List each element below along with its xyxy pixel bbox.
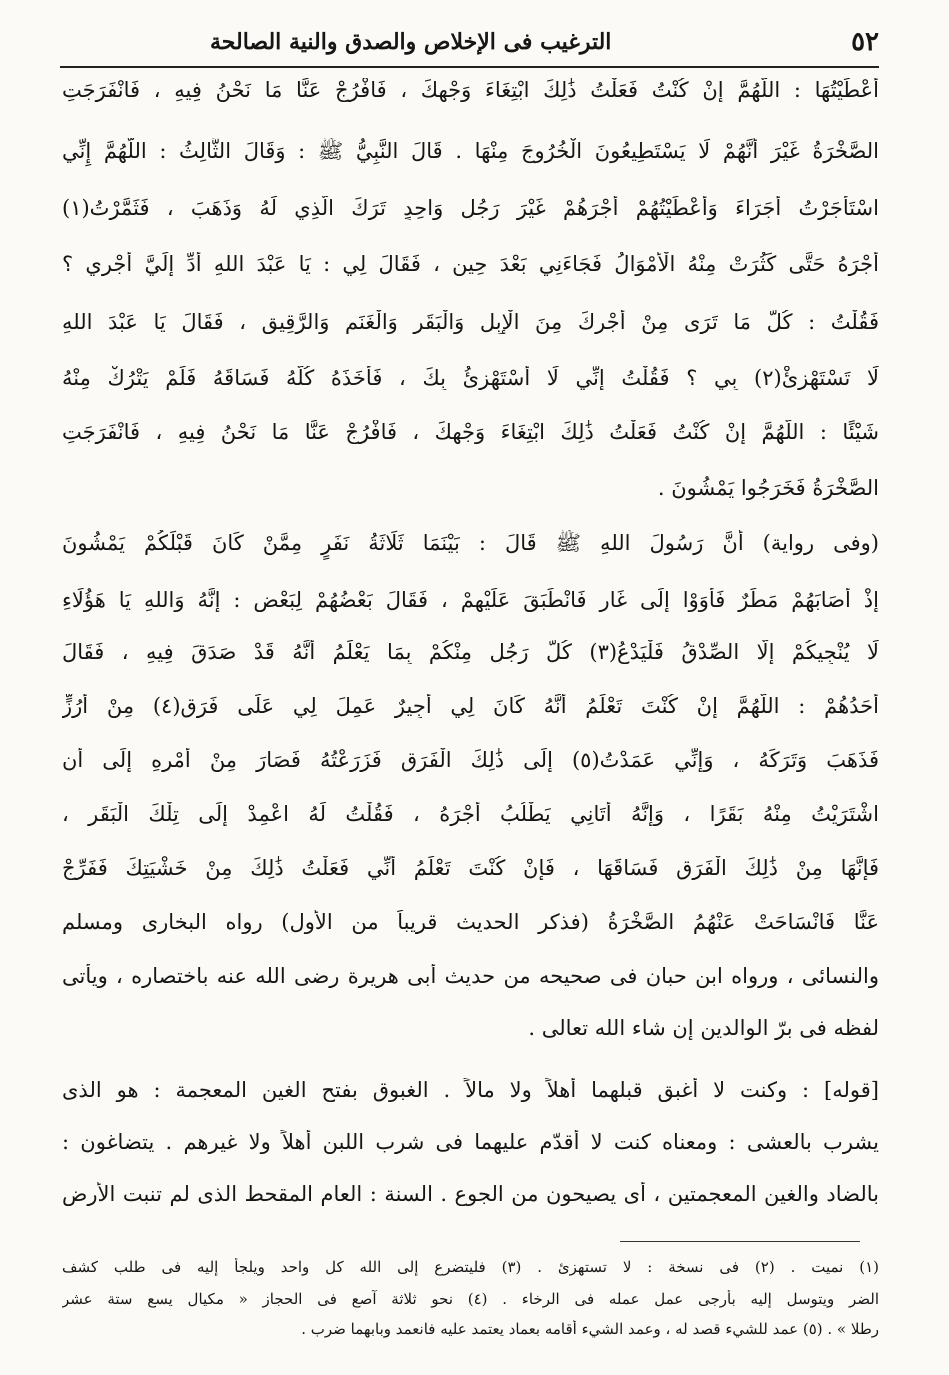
text-line: فَذَهَبَ وَتَرَكَهُ ، وَإِنِّي عَمَدْتُ(٥) إِلَى ذَٰلِكَ الْفَرَقِ فَزَرَعْتُهُ فَصَارَ مِنْ أَمْرِهِ إِلَى أَنِ <box>62 748 879 772</box>
text-line: الصَّخْرَةُ غَيْرَ أَنَّهُمْ لَا يَسْتَطِيعُونَ الْخُرُوجَ مِنْهَا . قَالَ النَّبِيُّ ﷺ : وَقَالَ الثَّالِثُ : اللَّهُمَّ إِنِّي <box>62 139 879 163</box>
text-line: إِذْ أَصَابَهُمْ مَطَرٌ فَأَوَوْا إِلَى غَارٍ فَانْطَبَقَ عَلَيْهِمْ ، فَقَالَ بَعْضُهُمْ لِبَعْضٍ : إِنَّهُ وَاللهِ يَا هَؤُلَاءِ <box>62 588 879 612</box>
header-divider <box>60 66 879 68</box>
running-title: الترغيب فى الإخلاص والصدق والنية الصالحة <box>210 29 612 55</box>
text-line: الصَّخْرَةُ فَخَرَجُوا يَمْشُونَ . <box>657 476 879 500</box>
footnote-line: الضر ويتوسل إليه بأرجى عمل عمله فى الرخاء . (٤) نحو ثلاثة آصع فى الحجاز « مكيال يسع ستة عشر <box>62 1290 879 1308</box>
text-line: لَا يُنْجِيكُمْ إِلَّا الصِّدْقُ فَلْيَدْعُ(٣) كُلُّ رَجُلٍ مِنْكُمْ بِمَا يَعْلَمُ أَنَّهُ قَدْ صَدَقَ فِيهِ ، فَقَالَ <box>62 640 879 664</box>
page-header <box>60 22 879 62</box>
footnote-line: رطلا » . (٥) عمد للشيء قصد له ، وعمد الشيء أقامه بعماد يعتمد عليه فانعمد وبابهما ضرب . <box>301 1320 879 1338</box>
text-line: فَقُلْتُ : كُلُّ مَا تَرَى مِنْ أَجْرِكَ مِنَ الْإِبِلِ وَالْبَقَرِ وَالْغَنَمِ وَالرَّقِيقِ ، فَقَالَ يَا عَبْدَ اللهِ <box>62 310 879 334</box>
text-line: (وفى رواية) أَنَّ رَسُولَ اللهِ ﷺ قَالَ : بَيْنَمَا ثَلَاثَةُ نَفَرٍ مِمَّنْ كَانَ قَبْلَكُمْ يَمْشُونَ <box>62 531 879 555</box>
text-line: أَجْرَهُ حَتَّى كَثُرَتْ مِنْهُ الْأَمْوَالُ فَجَاءَنِي بَعْدَ حِينٍ ، فَقَالَ لِي : يَا عَبْدَ اللهِ أَدِّ إِلَيَّ أَجْرِي ؟ <box>62 252 879 276</box>
text-line: لَا تَسْتَهْزِئْ(٢) بِي ؟ فَقُلْتُ إِنِّي لَا أَسْتَهْزِئُ بِكَ ، فَأَخَذَهُ كُلَّهُ فَسَاقَهُ فَلَمْ يَتْرُكْ مِنْهُ <box>62 366 879 390</box>
text-line: يشرب بالعشى : ومعناه كنت لا أقدّم عليهما فى شرب اللبن أهلاً ولا غيرهم . يتضاغون : <box>62 1130 879 1154</box>
text-line: شَيْئًا : اللَّهُمَّ إِنْ كُنْتُ فَعَلْتُ ذَٰلِكَ ابْتِغَاءَ وَجْهِكَ ، فَافْرُجْ عَنَّا مَا نَحْنُ فِيهِ ، فَانْفَرَجَتِ <box>62 420 879 444</box>
text-line: [قوله] : وكنت لا أغبق قبلهما أهلاً ولا مالاً . الغبوق بفتح الغين المعجمة : هو الذى <box>62 1078 879 1102</box>
text-line: أَعْطَيْتُهَا : اللَّهُمَّ إِنْ كُنْتُ فَعَلْتُ ذَٰلِكَ ابْتِغَاءَ وَجْهِكَ ، فَافْرُجْ عَنَّا مَا نَحْنُ فِيهِ ، فَانْفَرَجَتِ <box>62 78 879 102</box>
text-line: فَإِنَّهَا مِنْ ذَٰلِكَ الْفَرَقِ فَسَاقَهَا ، فَإِنْ كُنْتَ تَعْلَمُ أَنِّي فَعَلْتُ ذَٰلِكَ مِنْ خَشْيَتِكَ فَفَرِّجْ <box>62 856 879 880</box>
text-line: بالضاد والغين المعجمتين ، أى يصيحون من الجوع . السنة : العام المقحط الذى لم تنبت الأرض <box>62 1182 879 1206</box>
text-line: اسْتَأْجَرْتُ أُجَرَاءَ وَأَعْطَيْتُهُمْ أَجْرَهُمْ غَيْرَ رَجُلٍ وَاحِدٍ تَرَكَ الَّذِي لَهُ وَذَهَبَ ، فَثَمَّرْتُ(١) <box>62 196 879 220</box>
footnote-line: (١) نميت . (٢) فى نسخة : لا تستهزئ . (٣) فليتضرع إلى الله كل واحد ويلجأ إليه فى طلب كشف <box>62 1258 879 1276</box>
text-line: اشْتَرَيْتُ مِنْهُ بَقَرًا ، وَإِنَّهُ أَتَانِي يَطْلُبُ أَجْرَهُ ، فَقُلْتُ لَهُ اعْمِدْ إِلَى تِلْكَ الْبَقَرِ ، <box>62 802 879 826</box>
text-line: أَحَدُهُمْ : اللَّهُمَّ إِنْ كُنْتَ تَعْلَمُ أَنَّهُ كَانَ لِي أَجِيرٌ عَمِلَ لِي عَلَى فَرَقٍ(٤) مِنْ أَرُزٍّ <box>62 694 879 718</box>
page-number: ٥٢ <box>851 27 879 57</box>
footnote-divider <box>620 1241 860 1242</box>
text-line: والنسائى ، ورواه ابن حبان فى صحيحه من حديث أبى هريرة رضى الله عنه باختصاره ، ويأتى <box>62 964 879 988</box>
text-line: لفظه فى برّ الوالدين إن شاء الله تعالى . <box>528 1016 879 1040</box>
text-line: عَنَّا فَانْسَاحَتْ عَنْهُمُ الصَّخْرَةُ (فذكر الحديث قريباً من الأول) رواه البخارى ومسلم <box>62 910 879 934</box>
